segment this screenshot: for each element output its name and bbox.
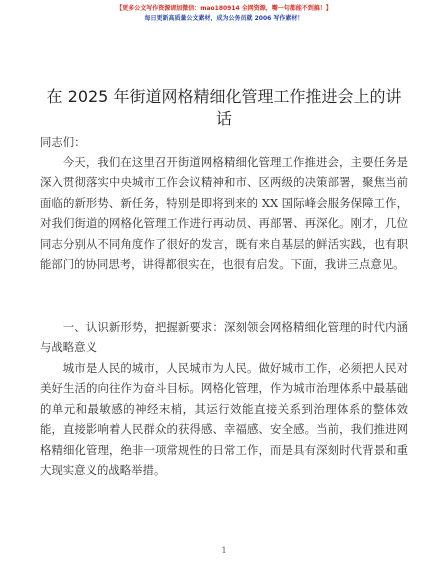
- paragraph-text: 城市是人民的城市，人民城市为人民。做好城市工作，必须把人民对美好生活的向往作为奋斗目标。网格化管理，作为城市治理体系中最基础的单元和最敏感的神经末梢，其运行效能直接关系到治理体系的整体效能，直接影响着人民群众的获得感、幸福感、安全感。当前，我们推进网格精细化管理，绝非一项常规性的日常工作，而是具有深刻时代背景和重大现实意义的战略举措。: [40, 361, 408, 478]
- body-paragraph-intro: [40, 152, 408, 274]
- section-heading-1: [40, 317, 408, 358]
- section-heading-text: 一、认识新形势，把握新要求：深刻领会网格精细化管理的时代内涵与战略意义: [40, 320, 408, 355]
- document-title: 在 2025 年街道网格精细化管理工作推进会上的讲话: [46, 87, 402, 128]
- promo-banner-line-2: 每日更新高质量公文素材，成为公务员就 2006 写作素材！: [144, 15, 304, 22]
- salutation: 同志们：: [40, 135, 86, 149]
- page-number: 1: [221, 546, 227, 555]
- promo-banner: [0, 4, 448, 24]
- paragraph-text: 今天，我们在这里召开街道网格精细化管理工作推进会，主要任务是深入贯彻落实中央城市工作会议精神和市、区两级的决策部署，聚焦当前面临的新形势、新任务，特别是即将到来的 XX 国际峰会服务保障工作，对我们街道的网格化管理工作进行再动员、再部署、再深化。刚才，几位同志分别从不同角度作了很好的发言，既有来自基层的鲜活实践，也有职能部门的协同思考，讲得都很实在，也很有启发。下面，我讲三点意见。: [40, 155, 408, 272]
- body-paragraph-section-1: [40, 358, 408, 480]
- promo-banner-line-1: 【更多公文写作资源请加微信：mao180914 全网资源，嘴一句都能不到搞！】: [116, 5, 332, 12]
